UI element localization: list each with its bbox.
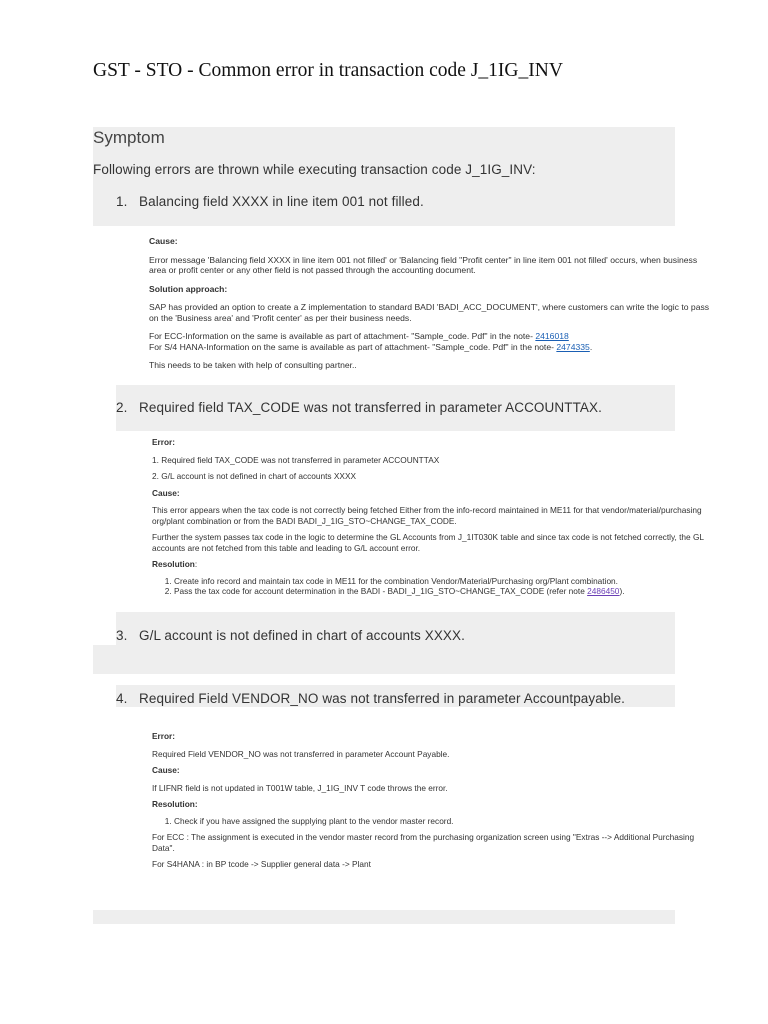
ecc-info-text: For ECC-Information on the same is available as part of attachment- "Sample_code. Pdf" in the note- xyxy=(149,331,536,341)
list-item-4 xyxy=(116,691,625,706)
list-item-number: 1. xyxy=(116,194,128,209)
list-item-number: 3. xyxy=(116,628,128,643)
cause-label: Cause: xyxy=(149,236,178,246)
cause-label: Cause: xyxy=(152,765,180,775)
ecc-text: For ECC : The assignment is executed in the vendor master record from the purchasing organization screen using "Extras --> Additional Purchasing Data". xyxy=(152,832,695,853)
bottom-background xyxy=(93,910,675,924)
error-label: Error: xyxy=(152,437,176,447)
list-item-1 xyxy=(116,194,424,209)
list-item-number: 2. xyxy=(116,400,128,415)
list-item-text: Required field TAX_CODE was not transferred in parameter ACCOUNTTAX. xyxy=(139,400,602,415)
resolution-label: Resolution xyxy=(152,559,195,569)
solution-text: SAP has provided an option to create a Z implementation to standard BADI 'BADI_ACC_DOCUMENT', where customers can write the logic to pass on the 'Business area' and 'Profit center' as per their business needs. xyxy=(149,302,710,323)
cause-text: Error message 'Balancing field XXXX in line item 001 not filled' or 'Balancing field "Profit center" in line item 001 not filled' occurs, when business area or profit center or any other field is not passed through the accounting document. xyxy=(149,254,698,275)
res-2-text: Pass the tax code for account determination in the BADI - BADI_J_1IG_STO~CHANGE_TAX_CODE (refer note xyxy=(174,586,588,596)
res-2-suffix: ). xyxy=(619,586,625,596)
resolution-label: Resolution: xyxy=(152,799,198,809)
panel-vendor-no xyxy=(152,731,700,870)
error-2: 2. G/L account is not defined in chart of accounts XXXX xyxy=(152,471,357,481)
footer-text: This needs to be taken with help of consulting partner.. xyxy=(149,360,357,370)
list-item xyxy=(174,586,704,597)
s4-info-text: For S/4 HANA-Information on the same is available as part of attachment- "Sample_code. Pdf" in the note- xyxy=(149,341,557,352)
note-link-2486450[interactable]: 2486450 xyxy=(587,586,620,596)
resolution-list xyxy=(152,576,704,597)
s4-info-suffix: . xyxy=(589,341,593,352)
list-item: 1. Create info record and maintain tax code in ME11 for the combination Vendor/Material/Purchasing org/Plant combination. xyxy=(174,576,704,587)
solution-label: Solution approach: xyxy=(149,283,228,294)
intro-text: Following errors are thrown while executing transaction code J_1IG_INV: xyxy=(93,162,536,177)
resolution-colon: : xyxy=(194,559,198,569)
cause-label: Cause: xyxy=(152,487,180,498)
cause-text: This error appears when the tax code is not correctly being fetched Either from the info-record maintained in ME11 for that vendor/material/purchasing org/plant combination or from the BADI BADI_J_1IG_STO~CHANGE_TAX_CODE. xyxy=(152,505,702,526)
s4-text: For S4HANA : in BP tcode -> Supplier general data -> Plant xyxy=(152,859,371,869)
page-title: GST - STO - Common error in transaction code J_1IG_INV xyxy=(93,60,563,81)
list-item-text: Required Field VENDOR_NO was not transferred in parameter Accountpayable. xyxy=(139,691,626,706)
list-item-text: Balancing field XXXX in line item 001 not filled. xyxy=(139,194,424,209)
s4-info xyxy=(149,342,715,353)
further-text: Further the system passes tax code in the logic to determine the GL Accounts from J_1IT030K table and since tax code is not fetched correctly, the GL accounts are not fetched from this table and leading to G/L account error. xyxy=(152,532,704,553)
error-1: 1. Required field TAX_CODE was not transferred in parameter ACCOUNTTAX xyxy=(152,454,440,465)
note-link-2474335[interactable]: 2474335 xyxy=(556,341,590,352)
note-link-2416018[interactable]: 2416018 xyxy=(535,331,569,341)
error-text: Required Field VENDOR_NO was not transferred in parameter Account Payable. xyxy=(152,748,450,759)
panel-tax-code xyxy=(152,437,704,597)
list-item: 1. Check if you have assigned the supplying plant to the vendor master record. xyxy=(174,816,700,827)
item-3-background-lower xyxy=(93,645,675,674)
list-item-3 xyxy=(116,628,465,643)
list-item-number: 4. xyxy=(116,691,128,706)
list-item-2 xyxy=(116,400,602,415)
list-item-text: G/L account is not defined in chart of accounts XXXX. xyxy=(139,628,465,643)
cause-text: If LIFNR field is not updated in T001W table, J_1IG_INV T code throws the error. xyxy=(152,782,448,793)
resolution-list xyxy=(152,816,700,827)
panel-balancing-field xyxy=(149,236,715,371)
resolution-heading xyxy=(152,559,704,570)
error-label: Error: xyxy=(152,731,176,741)
symptom-heading: Symptom xyxy=(93,128,165,147)
ecc-info xyxy=(149,331,715,342)
